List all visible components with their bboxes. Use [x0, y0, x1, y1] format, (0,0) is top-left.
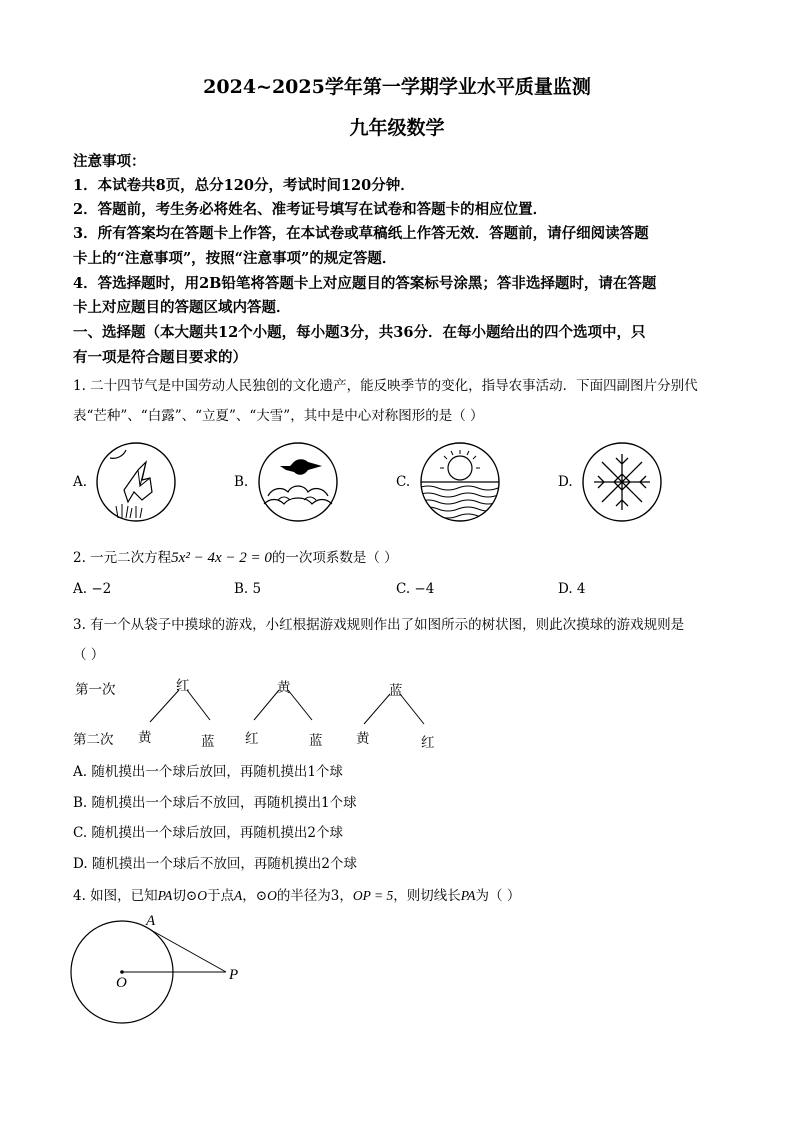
- q1-option-a-label: A.: [73, 474, 88, 490]
- tree-node: 蓝: [389, 683, 403, 699]
- tree-node: 蓝: [309, 733, 323, 749]
- q4-text: ，⊙: [242, 888, 268, 904]
- tree-node: 红: [245, 731, 259, 747]
- q2-option: A. −2: [73, 581, 112, 597]
- q4-text: 为（ ）: [475, 888, 521, 904]
- daxue-image: [580, 440, 664, 524]
- notice-item: 卡上对应题目的答题区域内答题．: [73, 299, 291, 316]
- tree-row1-label: 第一次: [75, 682, 116, 698]
- q2-option: C. −4: [396, 581, 435, 597]
- q4-var: A: [234, 888, 243, 903]
- q3-option: D. 随机摸出一个球后不放回，再随机摸出2个球: [73, 856, 358, 872]
- q4-var: O: [267, 888, 277, 903]
- q1-option-b-label: B.: [234, 474, 249, 490]
- notice-item: 4．答选择题时，用2B铅笔将答题卡上对应题目的答案标号涂黑；答非选择题时，请在答题: [73, 275, 657, 292]
- q2-option: D. 4: [558, 581, 586, 597]
- notice-item: 2．答题前，考生务必将姓名、准考证号填写在试卷和答题卡的相应位置．: [73, 201, 548, 218]
- q3-option: C. 随机摸出一个球后放回，再随机摸出2个球: [73, 825, 344, 841]
- q3-stem: 3. 有一个从袋子中摸球的游戏，小红根据游戏规则作出了如图所示的树状图，则此次摸球的游戏规则是: [73, 617, 685, 633]
- mangzhong-image: [94, 440, 178, 524]
- q1-stem-cont: 表“芒种”、“白露”、“立夏”、“大雪”，其中是中心对称图形的是（ ）: [73, 408, 484, 424]
- tree-node: 红: [421, 735, 435, 751]
- tree-branch: [400, 694, 424, 724]
- exam-title: 2024~2025学年第一学期学业水平质量监测: [203, 76, 591, 98]
- tree-branch: [364, 694, 390, 724]
- section-heading: 一、选择题（本大题共12个小题，每小题3分，共36分．在每小题给出的四个选项中，只: [73, 324, 646, 341]
- tree-branch: [288, 690, 312, 720]
- tree-node: 红: [176, 678, 190, 694]
- q4-var: PA: [460, 888, 476, 903]
- label-o: O: [116, 975, 127, 991]
- tree-node: 黄: [277, 680, 291, 696]
- q4-var: PA: [157, 888, 173, 903]
- q4-text: 4. 如图，已知: [73, 888, 158, 904]
- q4-text: 于点: [207, 888, 234, 904]
- q3-stem-cont: （ ）: [73, 647, 105, 663]
- q1-option-c-label: C.: [396, 474, 411, 490]
- tree-node: 黄: [356, 731, 370, 747]
- q4-text: 切⊙: [172, 888, 198, 904]
- tree-node: 蓝: [201, 734, 215, 750]
- label-p: P: [229, 967, 239, 983]
- q3-option: B. 随机摸出一个球后不放回，再随机摸出1个球: [73, 795, 357, 811]
- exam-subtitle: 九年级数学: [349, 117, 445, 139]
- q2-stem-prefix: 2. 一元二次方程: [73, 550, 172, 566]
- tree-row2-label: 第二次: [73, 732, 114, 748]
- tangent-pa: [142, 925, 226, 972]
- tree-branch: [187, 690, 210, 720]
- tree-node: 黄: [138, 730, 152, 746]
- notice-item: 1．本试卷共8页，总分120分，考试时间120分钟．: [73, 177, 415, 194]
- q2-option: B. 5: [234, 581, 262, 597]
- q4-stem: [73, 884, 520, 904]
- q2-stem: [73, 546, 398, 567]
- tree-branch: [150, 690, 179, 722]
- lixia-image: [418, 440, 502, 524]
- section-heading-cont: 有一项是符合题目要求的）: [73, 349, 247, 366]
- q4-text: ，则切线长: [393, 888, 461, 904]
- q1-stem: 1. 二十四节气是中国劳动人民独创的文化遗产，能反映季节的变化，指导农事活动．下面四副图片分别代: [73, 378, 698, 394]
- q2-stem-suffix: 的一次项系数是（ ）: [271, 550, 398, 566]
- q2-equation: 5x² − 4x − 2 = 0: [171, 550, 272, 566]
- notice-item: 3．所有答案均在答题卡上作答，在本试卷或草稿纸上作答无效．答题前，请仔细阅读答题: [73, 225, 649, 242]
- bailu-image: [256, 440, 340, 524]
- q1-option-d-label: D.: [558, 474, 573, 490]
- q4-text: 的半径为3，: [276, 888, 353, 904]
- notice-heading: 注意事项：: [73, 153, 146, 170]
- q3-option: A. 随机摸出一个球后放回，再随机摸出1个球: [73, 764, 343, 780]
- q4-var: O: [197, 888, 207, 903]
- q4-var: OP = 5: [352, 888, 394, 903]
- notice-item: 卡上的“注意事项”，按照“注意事项”的规定答题．: [73, 250, 397, 267]
- label-a: A: [146, 913, 156, 929]
- tree-branch: [254, 690, 279, 720]
